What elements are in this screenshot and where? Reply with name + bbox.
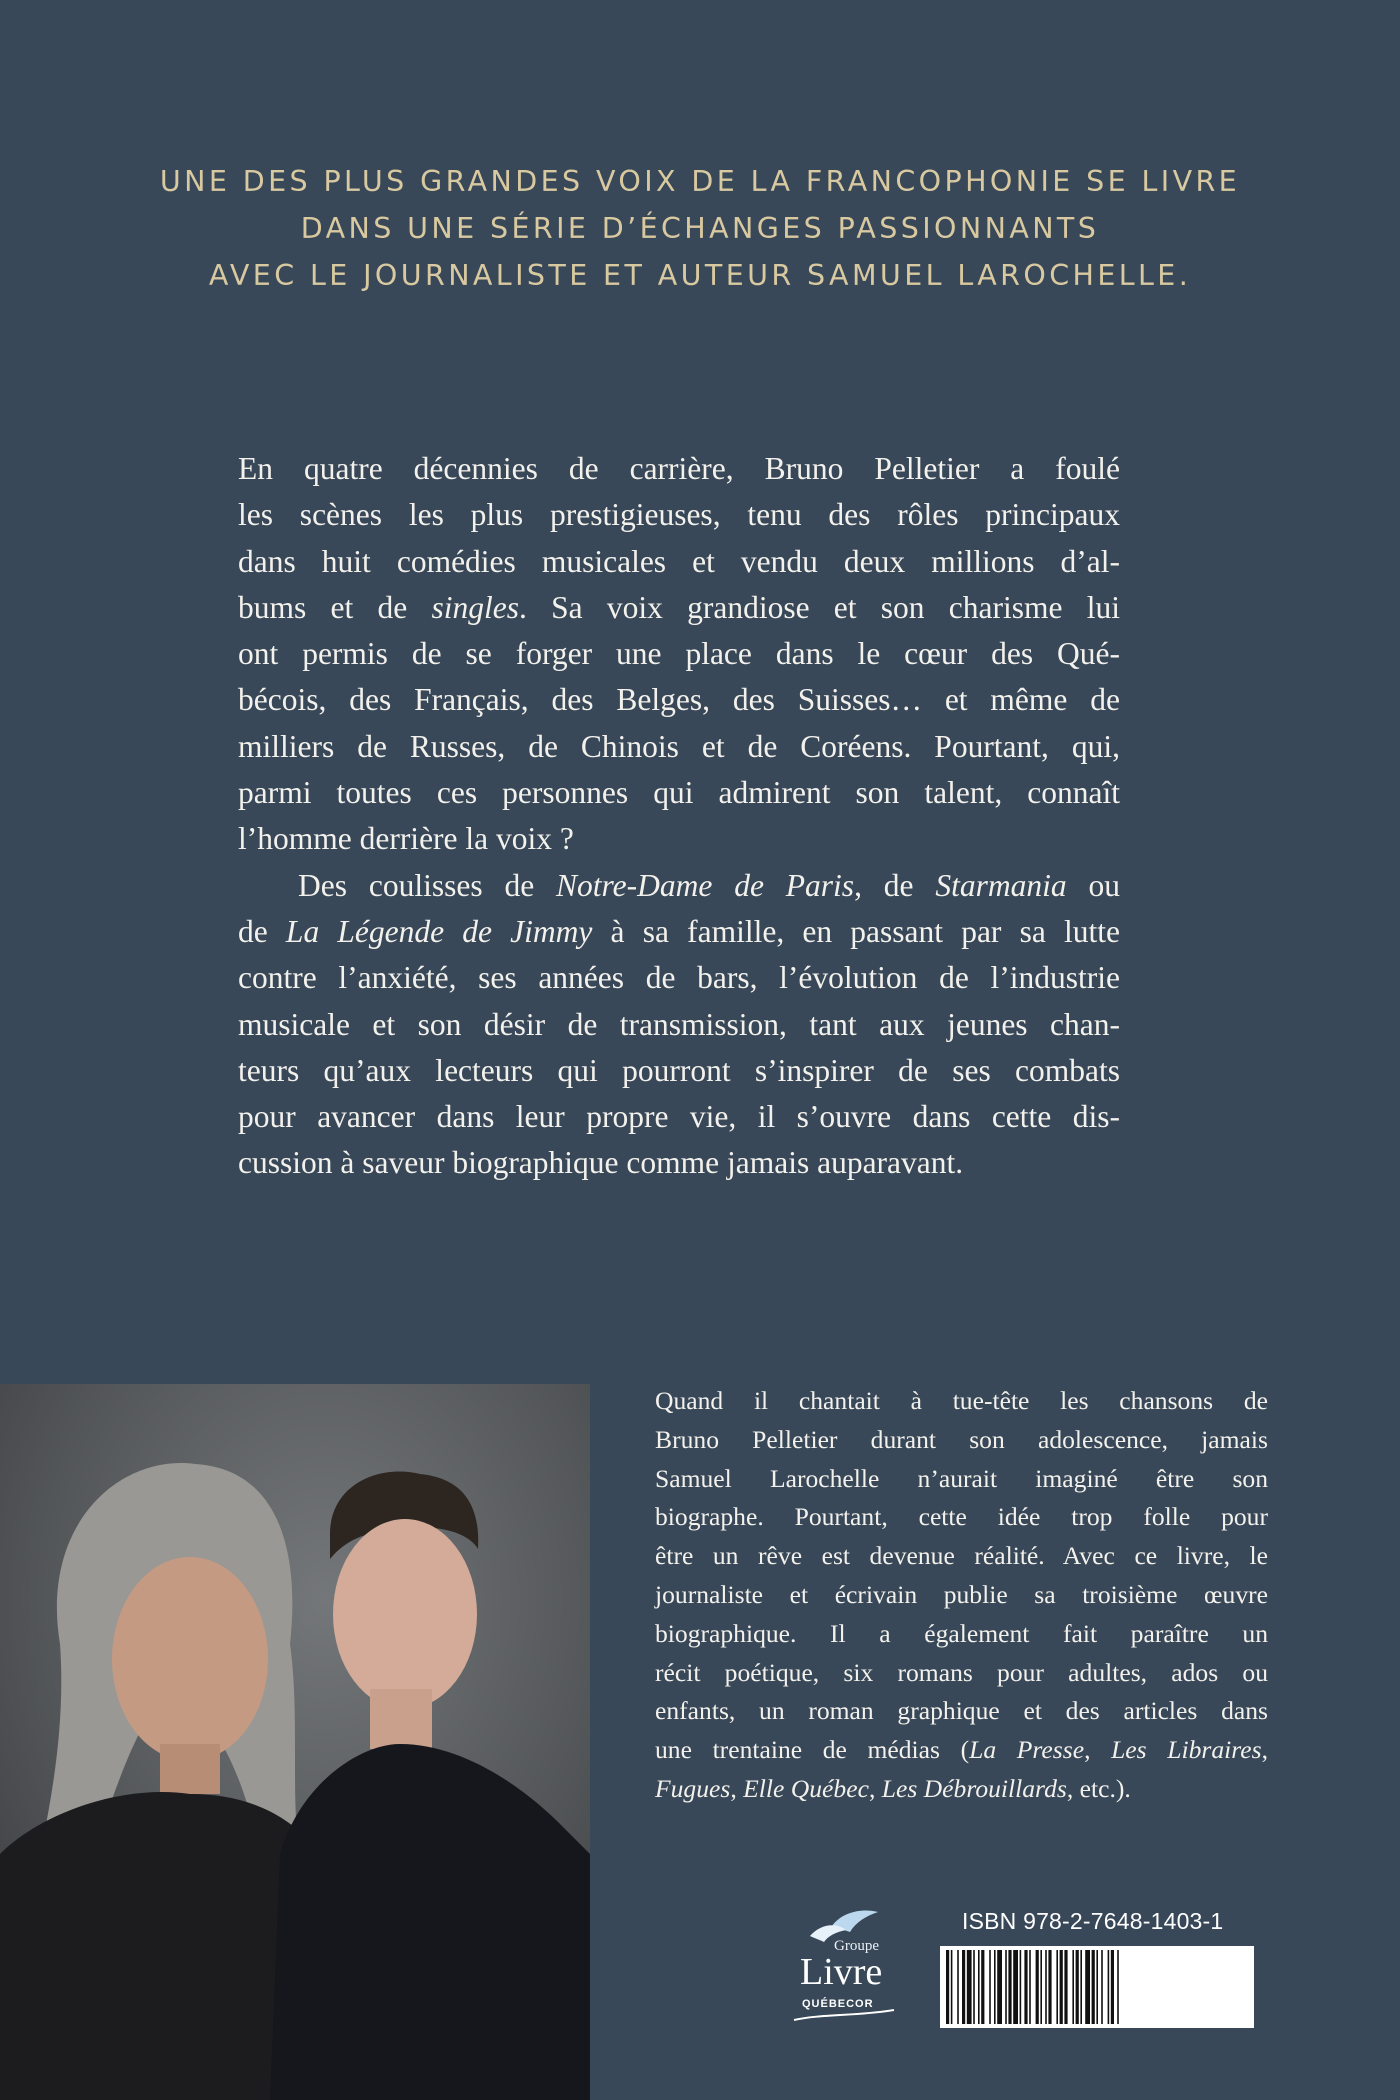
- bio-line: Quand il chantait à tue-tête les chansons de: [655, 1386, 1268, 1415]
- bio-line: biographique. Il a également fait paraître un: [655, 1618, 1268, 1648]
- barcode-bar: [1117, 1950, 1119, 2024]
- blurb-line: les scènes les plus prestigieuses, tenu des rôles principaux: [238, 497, 1120, 533]
- barcode-icon: [940, 1946, 1254, 2028]
- text-segment: ,: [1084, 1735, 1112, 1765]
- bio-line: Bruno Pelletier durant son adolescence, jamais: [655, 1424, 1268, 1454]
- bio-line: récit poétique, six romans pour adultes, ados ou: [655, 1657, 1268, 1687]
- barcode-bar: [1096, 1950, 1098, 2024]
- barcode-bar: [1024, 1950, 1027, 2024]
- isbn-number: ISBN 978-2-7648-1403-1: [962, 1908, 1224, 1934]
- italic-title: Les Libraires: [1111, 1735, 1262, 1765]
- barcode-bar: [1108, 1950, 1110, 2024]
- barcode-bar: [1092, 1950, 1095, 2024]
- text-segment: Des coulisses de: [298, 867, 557, 903]
- author-bio: [655, 1382, 1268, 1809]
- publisher-name: Livre: [800, 1951, 883, 1993]
- bio-line: enfants, un roman graphique et des articles dans: [655, 1696, 1268, 1726]
- barcode-bar: [989, 1950, 991, 2024]
- text-segment: bums et de: [238, 589, 432, 625]
- tagline-line: UNE DES PLUS GRANDES VOIX DE LA FRANCOPHONIE SE LIVRE: [159, 165, 1241, 198]
- bio-line: journaliste et écrivain publie sa troisième œuvre: [655, 1579, 1268, 1609]
- text-segment: une trentaine de médias (: [655, 1735, 970, 1765]
- blurb-line: ont permis de se forger une place dans le cœur des Qué-: [238, 636, 1120, 672]
- publisher-group-label: Groupe: [834, 1938, 879, 1954]
- blurb-line: bécois, des Français, des Belges, des Suisses… et même de: [238, 682, 1120, 718]
- text-segment: ou: [1066, 867, 1121, 903]
- barcode-bar: [951, 1950, 953, 2024]
- blurb-line: parmi toutes ces personnes qui admirent son talent, connaît: [238, 775, 1120, 811]
- publisher-logo: [780, 1906, 910, 2031]
- bio-line: biographe. Pourtant, cette idée trop folle pour: [655, 1502, 1268, 1532]
- publisher-brand: QUÉBECOR: [802, 1998, 874, 2010]
- barcode-bar: [946, 1950, 949, 2024]
- italic-title: La Presse: [969, 1735, 1085, 1765]
- italic-title: La Légende de Jimmy: [285, 913, 593, 949]
- barcode-bar: [1072, 1950, 1074, 2024]
- blurb-line: l’homme derrière la voix ?: [238, 821, 574, 857]
- blurb-line: En quatre décennies de carrière, Bruno Pelletier a foulé: [238, 451, 1120, 486]
- barcode-bar: [1056, 1950, 1058, 2024]
- barcode-bar: [1101, 1950, 1103, 2024]
- barcode-bars: [940, 1946, 1254, 2028]
- barcode-bar: [978, 1950, 980, 2024]
- barcode-bar: [962, 1950, 965, 2024]
- tagline-line: AVEC LE JOURNALISTE ET AUTEUR SAMUEL LAROCHELLE.: [208, 259, 1192, 292]
- book-blurb: [238, 446, 1120, 1187]
- text-segment: ,: [868, 1773, 882, 1803]
- blurb-line: contre l’anxiété, ses années de bars, l’évolution de l’industrie: [238, 960, 1120, 996]
- tagline-line: DANS UNE SÉRIE D’ÉCHANGES PASSIONNANTS: [300, 212, 1100, 245]
- blurb-line: [238, 585, 1120, 631]
- text-segment: ,: [1261, 1735, 1268, 1765]
- isbn-barcode: [940, 1908, 1254, 2028]
- author-photo: [0, 1384, 590, 2100]
- barcode-bar: [1111, 1950, 1114, 2024]
- blurb-line: musicale et son désir de transmission, tant aux jeunes chan-: [238, 1006, 1120, 1042]
- text-segment: , de: [854, 867, 936, 903]
- blurb-line: [238, 863, 1120, 909]
- barcode-bar: [997, 1950, 1002, 2024]
- cover-tagline: [120, 158, 1280, 299]
- italic-title: Les Débrouillards: [881, 1773, 1067, 1803]
- barcode-bar: [1029, 1950, 1031, 2024]
- italic-title: singles: [431, 589, 519, 625]
- barcode-bar: [1013, 1950, 1018, 2024]
- barcode-bar: [1008, 1950, 1011, 2024]
- blurb-line: dans huit comédies musicales et vendu deux millions d’al-: [238, 543, 1120, 579]
- blurb-line: pour avancer dans leur propre vie, il s’ouvre dans cette dis-: [238, 1099, 1120, 1135]
- barcode-bar: [1036, 1950, 1039, 2024]
- text-segment: . Sa voix grandiose et son charisme lui: [518, 589, 1120, 625]
- italic-title: Notre-Dame de Paris: [556, 867, 855, 903]
- text-segment: à sa famille, en passant par sa lutte: [592, 913, 1120, 949]
- text-segment: ,: [730, 1773, 744, 1803]
- italic-title: Fugues: [655, 1773, 731, 1803]
- barcode-bar: [994, 1950, 996, 2024]
- barcode-bar: [1080, 1950, 1082, 2024]
- bio-line: Samuel Larochelle n’aurait imaginé être son: [655, 1463, 1268, 1493]
- barcode-bar: [957, 1950, 959, 2024]
- blurb-line: [238, 909, 1120, 955]
- italic-title: Starmania: [935, 867, 1067, 903]
- barcode-bar: [1064, 1950, 1067, 2024]
- barcode-bar: [981, 1950, 984, 2024]
- bio-line: [655, 1770, 1268, 1809]
- barcode-bar: [1085, 1950, 1090, 2024]
- barcode-bar: [1048, 1950, 1051, 2024]
- blurb-line: cussion à saveur biographique comme jamais auparavant.: [238, 1145, 964, 1181]
- blurb-line: teurs qu’aux lecteurs qui pourront s’inspirer de ses combats: [238, 1052, 1120, 1088]
- barcode-bar: [1040, 1950, 1042, 2024]
- bio-line: être un rêve est devenue réalité. Avec ce livre, le: [655, 1541, 1268, 1571]
- barcode-bar: [1076, 1950, 1079, 2024]
- barcode-bar: [973, 1950, 975, 2024]
- barcode-bar: [1020, 1950, 1022, 2024]
- italic-title: Elle Québec: [743, 1773, 869, 1803]
- text-segment: , etc.).: [1066, 1773, 1131, 1803]
- blurb-line: milliers de Russes, de Chinois et de Coréens. Pourtant, qui,: [238, 728, 1120, 764]
- barcode-bar: [1060, 1950, 1063, 2024]
- barcode-bar: [1005, 1950, 1007, 2024]
- text-segment: de: [238, 913, 286, 949]
- barcode-bar: [967, 1950, 972, 2024]
- bio-line: [655, 1731, 1268, 1770]
- barcode-bar: [1045, 1950, 1047, 2024]
